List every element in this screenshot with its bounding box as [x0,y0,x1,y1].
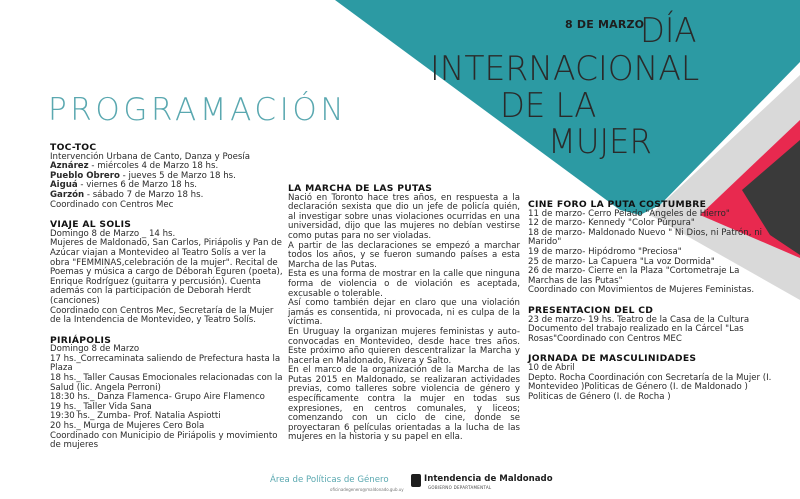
masc-date: 10 de Abril [528,362,575,373]
cd-item-2: Documento del trabajo realizado en la Cárcel "Las Rosas"Coordinado con Centros MEC [528,324,744,344]
marcha-paragraph-2: A partir de las declaraciones se empezó a marchar todos los años, y se fueron sumando países a esta Marcha de las Putas. [288,240,520,270]
viaje-desc: Mujeres de Maldonado, San Carlos, Piriápolis y Pan de Azúcar viajan a Montevideo al Teatro Solís a ver la obra "FEMMINAS,celebración de la mujer". Recital de Poemas y música a cargo de Déborah Eguren (poeta), Enrique Rodríguez (guitarra y percusión). Cuenta además con la participación de Deborah Herdt (canciones) [50,238,283,306]
viaje-date: Domingo 8 de Marzo _ 14 hs. [50,228,176,239]
marcha-paragraph-4: Así como también dejar en claro que una violación jamás es consentida, ni provocada, ni es culpa de la víctima. [288,298,520,328]
event-date: 8 DE MARZO [565,18,645,31]
viaje-coord: Coordinado con Centros Mec, Secretaría de la Mujer de la Intendencia de Montevideo, y Teatro Solís. [50,305,274,326]
cd-heading: PRESENTACION DEL CD [528,304,654,316]
toc-heading: TOC-TOC [50,142,97,153]
cine-item-2: 12 de marzo- Kennedy "Color Púrpura" [528,218,695,229]
cd-item-1: 23 de marzo- 19 hs. Teatro de la Casa de la Cultura [528,314,750,325]
piri-item-3: 18:30 hs._ Danza Flamenca- Grupo Aire Flamenco [50,392,265,403]
title-line-1: DÍA [640,11,697,51]
intendencia-logo-icon [411,474,421,487]
piri-item-5: 19:30 hs._ Zumba- Prof. Natalia Aspiotti [50,411,221,422]
marcha-heading: LA MARCHA DE LAS PUTAS [288,183,433,194]
column-left [50,143,285,451]
toc-date-1: Aznárez - miércoles 4 de Marzo 18 hs. [50,161,219,172]
cine-item-5: 25 de marzo- La Capuera "La voz Dormida" [528,256,715,267]
marcha-paragraph-1: Nació en Toronto hace tres años, en respuesta a la declaración sexista que dio un jefe de policía quién, al investigar sobre unas violaciones ocurridas en una universidad, dijo que las mujeres no debían vestirse como putas para no ser violadas. [288,192,520,241]
title-line-4: MUJER [548,122,652,162]
marcha-paragraph-5: En Uruguay la organizan mujeres feministas y auto-convocadas en Montevideo, desde hace tres años. Este próximo año quieren descentralizar la Marcha y hacerla en Maldonado, Rivera y Salto. [288,326,520,366]
programacion-heading: PROGRAMACIÓN [48,92,348,128]
toc-coord: Coordinado con Centros Mec [50,199,174,210]
intendencia-logo-text: Intendencia de Maldonado [424,474,553,484]
piri-coord: Coordinado con Municipio de Piriápolis y movimiento de mujeres [50,430,278,451]
marcha-paragraph-6: En el marco de la organización de la Marcha de las Putas 2015 en Maldonado, se realizaran actividades previas, como talleres sobre violencia de género y específicamente contra la mujer en todas sus expresiones, en centros comunales, y liceos; comenzando con un ciclo de cine, donde se proyectaran 6 películas orientadas a la lucha de las mujeres en la historia y su papel en ella. [288,365,520,443]
piri-item-1: 17 hs._Correcaminata saliendo de Prefectura hasta la Plaza [50,353,281,374]
cine-item-6: 26 de marzo- Cierre en la Plaza "Cortometraje La Marchas de las Putas" [528,266,740,286]
piri-item-4: 19 hs._ Taller Vida Sana [50,401,152,412]
cine-item-3: 18 de marzo- Maldonado Nuevo " Ni Dios, ni Patrón, ni Marido" [528,227,763,248]
toc-date-4: Garzón - sábado 7 de Marzo 18 hs. [50,189,204,200]
piri-item-2: 18 hs._ Taller Causas Emocionales relacionadas con la Salud (lic. Angela Perroni) [50,373,283,393]
piri-item-6: 20 hs._ Murga de Mujeres Cero Bola [50,421,205,432]
column-right [528,200,778,402]
toc-date-2: Pueblo Obrero - jueves 5 de Marzo 18 hs. [50,170,236,181]
intendencia-logo-subtitle: GOBIERNO DEPARTAMENTAL [428,485,492,490]
viaje-heading: VIAJE AL SOLIS [50,219,132,231]
masc-desc: Depto. Rocha Coordinación con Secretaría de la Mujer (I. Montevideo )Politicas de Género (I. de Maldonado ) Politicas de Género (I. de Rocha ) [528,372,772,402]
cine-coord: Coordinado con Movimientos de Mujeres Feministas. [528,285,755,296]
contact-email: oficinadegenero@maldonado.gub.uy [330,487,404,492]
cine-heading: CINE FORO LA PUTA COSTUMBRE [528,199,707,210]
marcha-paragraph-3: Esta es una forma de mostrar en la calle que ninguna forma de violencia o de violación es aceptada, excusable o tolerable. [288,269,520,299]
title-line-3: DE LA [500,86,597,126]
piri-date: Domingo 8 de Marzo [50,344,140,355]
title-line-2: INTERNACIONAL [430,49,700,89]
toc-date-3: Aiguá - viernes 6 de Marzo 18 hs. [50,180,198,191]
footer [270,474,670,494]
masculinidades-heading: JORNADA DE MASCULINIDADES [528,353,697,365]
cine-item-4: 19 de marzo- Hipódromo "Preciosa" [528,246,682,257]
column-middle [288,184,520,443]
toc-desc: Intervención Urbana de Canto, Danza y Poesía [50,151,251,162]
area-politicas-genero: Área de Políticas de Género [270,475,389,485]
cine-item-1: 11 de marzo- Cerro Pelado "Ángeles de Hierro" [528,208,730,219]
piriapolis-heading: PIRIÁPOLIS [50,334,112,346]
